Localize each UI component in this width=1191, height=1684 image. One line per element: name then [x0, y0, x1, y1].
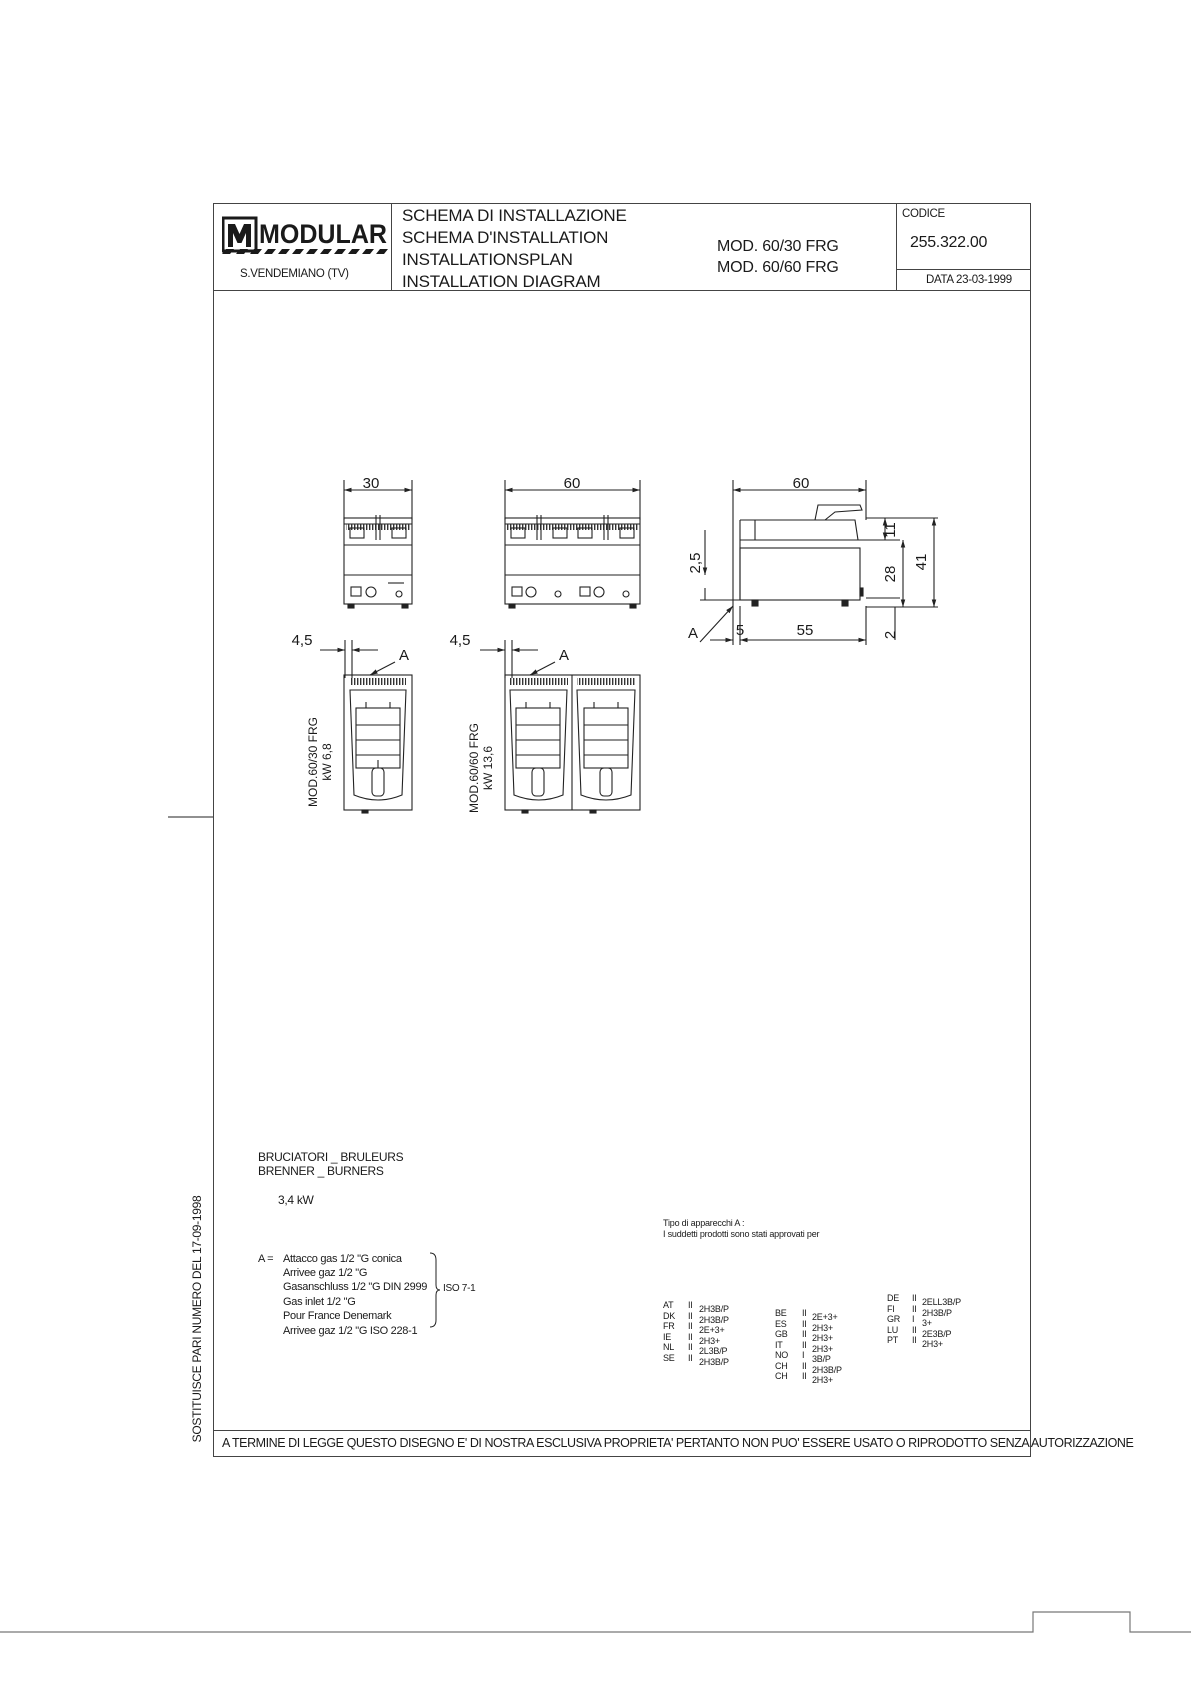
approval-col-1-gas [699, 1304, 729, 1367]
gas-code: 2E+3+ [812, 1312, 838, 1322]
gas-category: II [912, 1293, 917, 1303]
country-code: DE [887, 1293, 900, 1303]
dim-side-11: 11 [882, 522, 899, 538]
side-view [700, 480, 938, 645]
front-view-large [505, 480, 640, 608]
gas-category: II [688, 1321, 693, 1331]
country-code: LU [887, 1324, 899, 1335]
plan-view-small [320, 640, 412, 813]
country-code: IE [663, 1331, 672, 1342]
gas-category: II [688, 1342, 693, 1352]
gas-code: 2H3B/P [812, 1364, 842, 1375]
country-code: NO [775, 1350, 789, 1360]
country-code: AT [663, 1300, 674, 1310]
title-en: INSTALLATION DIAGRAM [402, 272, 601, 291]
gas-category: II [802, 1318, 807, 1329]
appliance-type-line-1: Tipo di apparecchi A : [663, 1218, 745, 1228]
codice-label: CODICE [902, 208, 945, 220]
gas-code: 2ELL3B/P [922, 1297, 961, 1307]
country-code: ES [775, 1318, 787, 1329]
gas-line-5: Pour France Denemark [283, 1310, 392, 1322]
copyright-footer: A TERMINE DI LEGGE QUESTO DISEGNO E' DI NOSTRA ESCLUSIVA PROPRIETA' PERTANTO NON PUO' ESSERE USATO O RIPRODOTTO SENZA AUTORIZZAZIONE [222, 1436, 1134, 1450]
approval-col-2-cat [802, 1308, 807, 1382]
appliance-type-line-2: I suddetti prodotti sono stati approvati per [663, 1229, 820, 1239]
burners-heading-1: BRUCIATORI _ BRULEURS [258, 1150, 404, 1164]
gas-line-2: Arrivee gaz 1/2 "G [283, 1267, 368, 1279]
brand-name: MODULAR [259, 219, 387, 249]
plan-large-power: kW 13,6 [481, 745, 495, 791]
gas-code: 3+ [922, 1318, 932, 1328]
approval-col-3-gas [922, 1297, 961, 1350]
gas-code: 2H3B/P [922, 1307, 952, 1318]
gas-line-6: Arrivee gaz 1/2 "G ISO 228-1 [283, 1325, 418, 1337]
dim-side-5: 5 [735, 622, 745, 639]
gas-line-1: Attacco gas 1/2 "G conica [283, 1253, 402, 1265]
gas-code: 2H3+ [699, 1335, 720, 1346]
gas-code: 2H3B/P [699, 1356, 729, 1367]
country-code: FR [663, 1321, 675, 1331]
burners-heading-2: BRENNER _ BURNERS [258, 1164, 384, 1178]
country-code: GB [775, 1329, 788, 1339]
approval-col-3-cat [912, 1293, 917, 1346]
dim-side-28: 28 [882, 565, 899, 583]
gas-code: 2L3B/P [699, 1346, 728, 1356]
location-text: S.VENDEMIANO (TV) [240, 268, 349, 280]
country-code: FI [887, 1303, 895, 1314]
gas-category: II [912, 1324, 917, 1335]
gas-code: 2H3+ [812, 1333, 833, 1343]
dim-side-55: 55 [796, 622, 814, 639]
gas-code: 2H3+ [812, 1375, 833, 1385]
gas-category: II [802, 1360, 807, 1371]
gas-category: II [802, 1329, 807, 1339]
gas-category: II [688, 1310, 693, 1321]
label-a-plan-large: A [558, 647, 570, 664]
gas-category: II [802, 1371, 807, 1381]
approval-col-2 [775, 1308, 788, 1382]
country-code: DK [663, 1310, 676, 1321]
country-code: SE [663, 1352, 675, 1363]
country-code: PT [887, 1335, 899, 1345]
supersedes-note: SOSTITUISCE PARI NUMERO DEL 17-09-1998 [190, 1195, 204, 1443]
dim-front-large-width: 60 [563, 475, 581, 492]
gas-code: 2H3B/P [699, 1304, 729, 1314]
dim-plan-small-offset: 4,5 [291, 632, 313, 649]
dim-side-2: 2 [882, 630, 899, 640]
gas-category: II [802, 1308, 807, 1318]
dim-plan-large-offset: 4,5 [449, 632, 471, 649]
label-a-plan-small: A [398, 647, 410, 664]
dim-side-width: 60 [792, 475, 810, 492]
model-code-1: MOD. 60/30 FRG [717, 238, 839, 255]
gas-category: II [802, 1339, 807, 1350]
country-code: CH [775, 1371, 788, 1381]
approval-col-1-cat [688, 1300, 693, 1363]
plan-small-model: MOD.60/30 FRG [306, 716, 320, 808]
country-code: CH [775, 1360, 788, 1371]
gas-code: 2E+3+ [699, 1325, 725, 1335]
gas-category: II [688, 1352, 693, 1363]
model-code-2: MOD. 60/60 FRG [717, 259, 839, 276]
gas-category: II [912, 1335, 917, 1345]
title-it: SCHEMA DI INSTALLAZIONE [402, 206, 627, 225]
label-a-side: A [687, 625, 699, 642]
approval-col-1 [663, 1300, 675, 1363]
gas-category: II [688, 1331, 693, 1342]
dim-side-2-5: 2,5 [687, 552, 704, 574]
gas-category: II [688, 1300, 693, 1310]
burners-power: 3,4 kW [278, 1193, 314, 1207]
gas-code: 2H3B/P [699, 1314, 729, 1325]
gas-code: 3B/P [812, 1354, 831, 1364]
gas-code: 2H3+ [922, 1339, 943, 1349]
date-text: DATA 23-03-1999 [926, 274, 1012, 286]
approval-col-3 [887, 1293, 900, 1346]
codice-value: 255.322.00 [910, 234, 988, 251]
gas-line-4: Gas inlet 1/2 "G [283, 1296, 356, 1308]
gas-category: I [912, 1314, 915, 1324]
gas-category: I [802, 1350, 805, 1360]
country-code: NL [663, 1342, 675, 1352]
page-tab [0, 1600, 1191, 1660]
gas-code: 2H3+ [812, 1322, 833, 1333]
approval-col-2-gas [812, 1312, 842, 1386]
dim-front-small-width: 30 [362, 475, 380, 492]
plan-large-model: MOD.60/60 FRG [467, 722, 481, 814]
gas-line-3: Gasanschluss 1/2 "G DIN 2999 [283, 1281, 428, 1293]
gas-category: II [912, 1303, 917, 1314]
gas-standard: ISO 7-1 [443, 1283, 476, 1294]
plan-small-power: kW 6,8 [320, 743, 334, 781]
gas-prefix: A = [258, 1253, 274, 1265]
country-code: BE [775, 1308, 787, 1318]
plan-view-large [480, 640, 640, 813]
country-code: IT [775, 1339, 783, 1350]
dim-side-41: 41 [913, 553, 930, 571]
gas-code: 2E3B/P [922, 1328, 952, 1339]
title-de: INSTALLATIONSPLAN [402, 250, 573, 269]
title-fr: SCHEMA D'INSTALLATION [402, 228, 609, 247]
gas-code: 2H3+ [812, 1343, 833, 1354]
country-code: GR [887, 1314, 901, 1324]
front-view-small [344, 480, 412, 608]
